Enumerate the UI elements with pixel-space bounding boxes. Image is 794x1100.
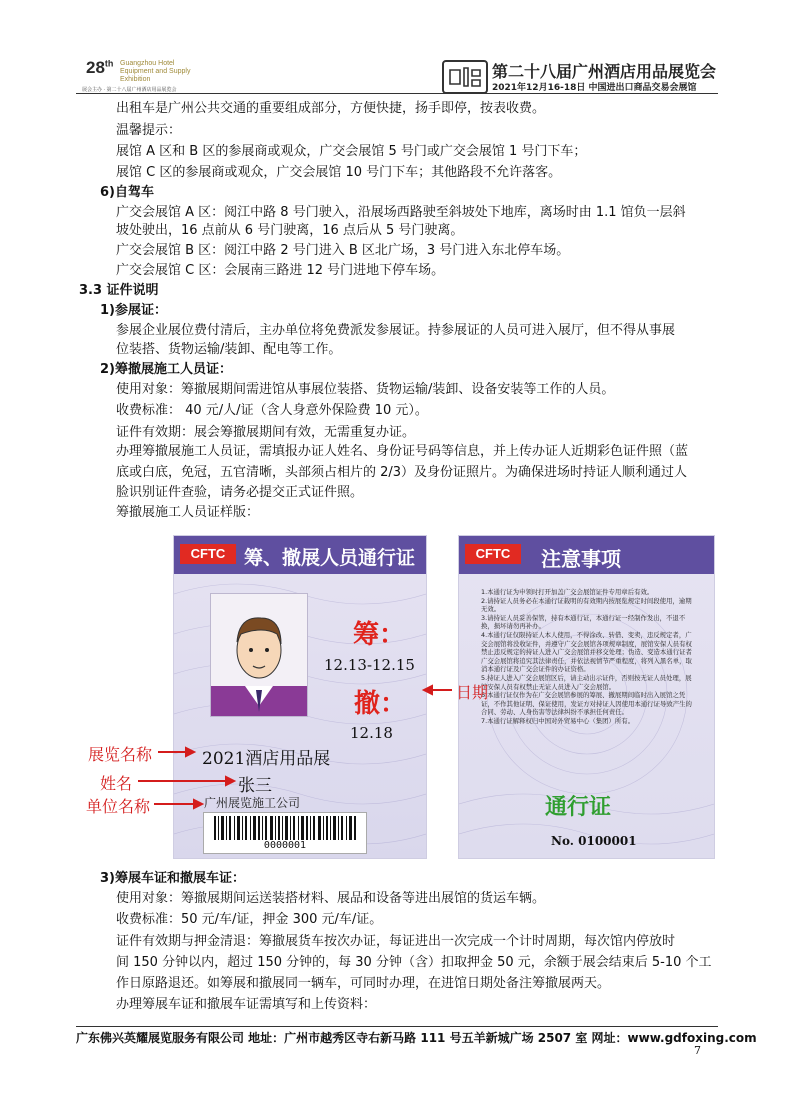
barcode-number: 0000001 (263, 840, 307, 851)
body-line: 底或白底，免冠，五官清晰，头部须占相片的 2/3）及身份证照片。为确保进场时持证人顺利通过人 (116, 465, 688, 480)
pass-number: No. 0100001 (551, 834, 637, 848)
body-line: 展馆 A 区和 B 区的参展商或观众，广交会展馆 5 号门或广交会展馆 1 号门下车； (116, 144, 587, 159)
expo-logo-number (86, 58, 113, 78)
body-line: 脸识别证件查验，请务必提交正式证件照。 (116, 485, 364, 500)
body-line: 使用对象：筹撤展期间需进馆从事展位装搭、货物运输/装卸、设备安装等工作的人员。 (116, 382, 615, 397)
holder-photo-illustration (210, 593, 308, 717)
setup-dates: 12.13-12.15 (324, 656, 415, 674)
notice-item: 5.持证人进入广交会展馆区后，请主动出示证件，否则按无证人员处理，展馆安保人员有权禁止无证人员进入广交会展馆。 (481, 673, 692, 691)
body-line: 广交会展馆 A 区：阅江中路 8 号门驶入，沿展场西路驶至斜坡处下地库，离场时由 1.1 馆负一层斜 (116, 205, 686, 220)
section-heading-passes: 3.3 证件说明 (79, 283, 159, 298)
expo-name: 2021酒店用品展 (202, 749, 331, 769)
body-line: 广交会展馆 C 区：会展南三路进 12 号门进地下停车场。 (116, 263, 445, 278)
barcode-bars-icon (204, 813, 366, 841)
pass-sample-back (458, 535, 715, 859)
page-title: 第二十八届广州酒店用品展览会 (492, 62, 717, 81)
body-line: 温馨提示： (116, 123, 182, 138)
notice-list (481, 588, 697, 726)
pass-label: 通行证 (545, 795, 612, 820)
heading-exhibitor-pass: 1)参展证： (100, 303, 167, 318)
notice-item: 2.请持证人员务必在本通行证载明的有效期内按展览规定时间段使用，逾期无效。 (481, 596, 692, 614)
setup-label: 筹： (353, 620, 406, 650)
body-line: 参展企业展位费付清后，主办单位将免费派发参展证。持参展证的人员可进入展厅，但不得从事展 (116, 323, 676, 338)
body-line: 证件有效期：展会筹撤展期间有效，无需重复办证。 (116, 425, 416, 440)
cftc-logo: CFTC (180, 544, 236, 564)
body-line: 办理筹撤展施工人员证，需填报办证人姓名、身份证号码等信息，并上传办证人近期彩色证件照（蓝 (116, 444, 689, 459)
body-line: 收费标准： 40 元/人/证（含人身意外保险费 10 元）。 (116, 403, 428, 418)
logo-number: 28 (86, 58, 105, 77)
body-line: 使用对象：筹撤展期间运送装搭材料、展品和设备等进出展馆的货运车辆。 (116, 891, 546, 906)
section-heading-car: 6)自驾车 (100, 185, 154, 200)
heading-vehicle-pass: 3)筹展车证和撤展车证： (100, 871, 245, 886)
body-line: 作日原路退还。如筹展和撤展同一辆车，可同时办理，在进馆日期处备注筹撤展两天。 (116, 976, 611, 991)
body-line: 出租车是广州公共交通的重要组成部分，方便快捷，扬手即停，按表收费。 (116, 101, 546, 116)
annotation-holder-name: 姓名 (100, 774, 133, 793)
card-title-bar (459, 536, 714, 574)
header-divider (76, 93, 718, 94)
notice-item: 6.本通行证仅作为在广交会展馆参展的筹展、撤展期间临时出入展馆之凭证，不作其他证明、保证使用，发证方对持证人因使用本通行证导致产生的合同、劳动、人身伤害等法律纠纷不承担任何责任。 (481, 691, 692, 717)
holder-name: 张三 (238, 776, 272, 796)
unit-name: 广州展览施工公司 (204, 796, 301, 810)
body-line: 筹撤展施工人员证样版： (116, 505, 260, 520)
page-number: 7 (694, 1044, 701, 1057)
cftc-logo: CFTC (465, 544, 521, 564)
expo-logo-subtitle: 展会主办 · 第二十八届广州酒店用品展览会 (82, 87, 177, 93)
seal-logo-icon (442, 60, 488, 94)
pass-sample-front (173, 535, 427, 859)
dismantle-label: 撤： (354, 689, 407, 719)
footer-company-info: 广东佛兴英耀展览服务有限公司 地址：广州市越秀区寺右新马路 111 号五羊新城广场 2507 室 网址：www.gdfoxing.com (76, 1031, 757, 1045)
body-line: 证件有效期与押金清退：筹撤展货车按次办证，每证进出一次完成一个计时周期，每次馆内停放时 (116, 934, 676, 949)
notice-item: 3.请持证人员妥善保管，持有本通行证，本通行证一经制作发出，不退不换，损坏请勿再补办。 (481, 613, 686, 631)
dismantle-date: 12.18 (350, 724, 393, 742)
notice-item: 1.本通行证为申领时打开加盖广交会展馆证件专用章后有效。 (481, 588, 654, 596)
heading-worker-pass: 2)筹撤展施工人员证： (100, 362, 232, 377)
card-title: 注意事项 (541, 547, 621, 571)
body-line: 收费标准：50 元/车/证，押金 300 元/车/证。 (116, 912, 383, 927)
annotation-date: 日期 (456, 683, 489, 702)
page-date-venue: 2021年12月16-18日 中国进出口商品交易会展馆 (492, 83, 697, 93)
notice-item: 4.本通行证仅限持证人本人使用，不得涂改、转借、变卖，违反规定者，广交会展馆将没收证件，并遵守广交会展馆各项规章制度，展馆安保人员有权禁止违反规定的持证人进入广交会展馆并移交处理；伪造、变造本通行证者广交会展馆将追究其法律责任，并依法视情节严重程度，将列入黑名单，取消本通行证及广交会证件的办证资格。 (481, 630, 692, 674)
body-line: 广交会展馆 B 区：阅江中路 2 号门进入 B 区北广场，3 号门进入东北停车场。 (116, 243, 570, 258)
card-title: 筹、撤展人员通行证 (244, 547, 416, 569)
barcode (203, 812, 367, 854)
body-line: 办理筹展车证和撤展车证需填写和上传资料： (116, 997, 377, 1012)
body-line: 展馆 C 区的参展商或观众，广交会展馆 10 号门下车；其他路段不允许落客。 (116, 165, 562, 180)
annotation-expo-name: 展览名称 (88, 745, 153, 764)
logo-sup: th (104, 58, 114, 69)
body-line: 位装搭、货物运输/装卸、配电等工作。 (116, 342, 342, 357)
notice-item: 7.本通行证解释权归中国对外贸易中心（集团）所有。 (481, 716, 635, 725)
body-line: 坡处驶出，16 点前从 6 号门驶离，16 点后从 5 号门驶离。 (116, 223, 464, 238)
card-title-bar (174, 536, 426, 574)
expo-logo-english: Guangzhou Hotel Equipment and Supply Exhibition (120, 60, 191, 83)
body-line: 间 150 分钟以内，超过 150 分钟的，每 30 分钟（含）扣取押金 50 元，余额于展会结束后 5-10 个工 (116, 955, 712, 970)
footer-divider (76, 1026, 718, 1027)
annotation-unit-name: 单位名称 (86, 797, 151, 816)
